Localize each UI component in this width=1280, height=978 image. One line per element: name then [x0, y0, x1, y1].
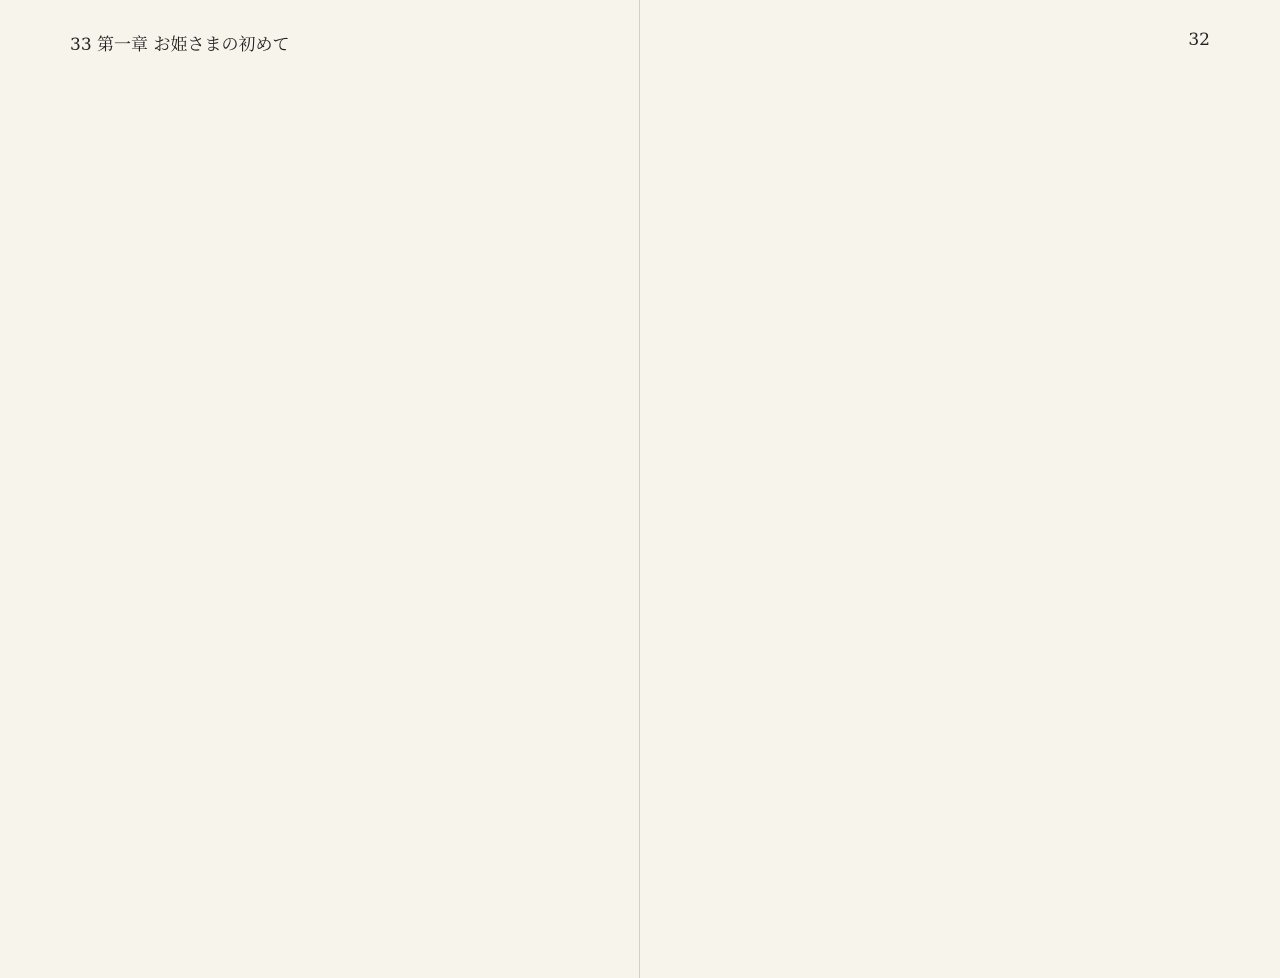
- right-page: [640, 0, 1280, 978]
- page-number: 32: [1188, 30, 1210, 50]
- right-text-block: [700, 78, 1220, 918]
- left-text-block: [60, 78, 579, 918]
- running-head: 33 第一章 お姫さまの初めて: [70, 35, 290, 55]
